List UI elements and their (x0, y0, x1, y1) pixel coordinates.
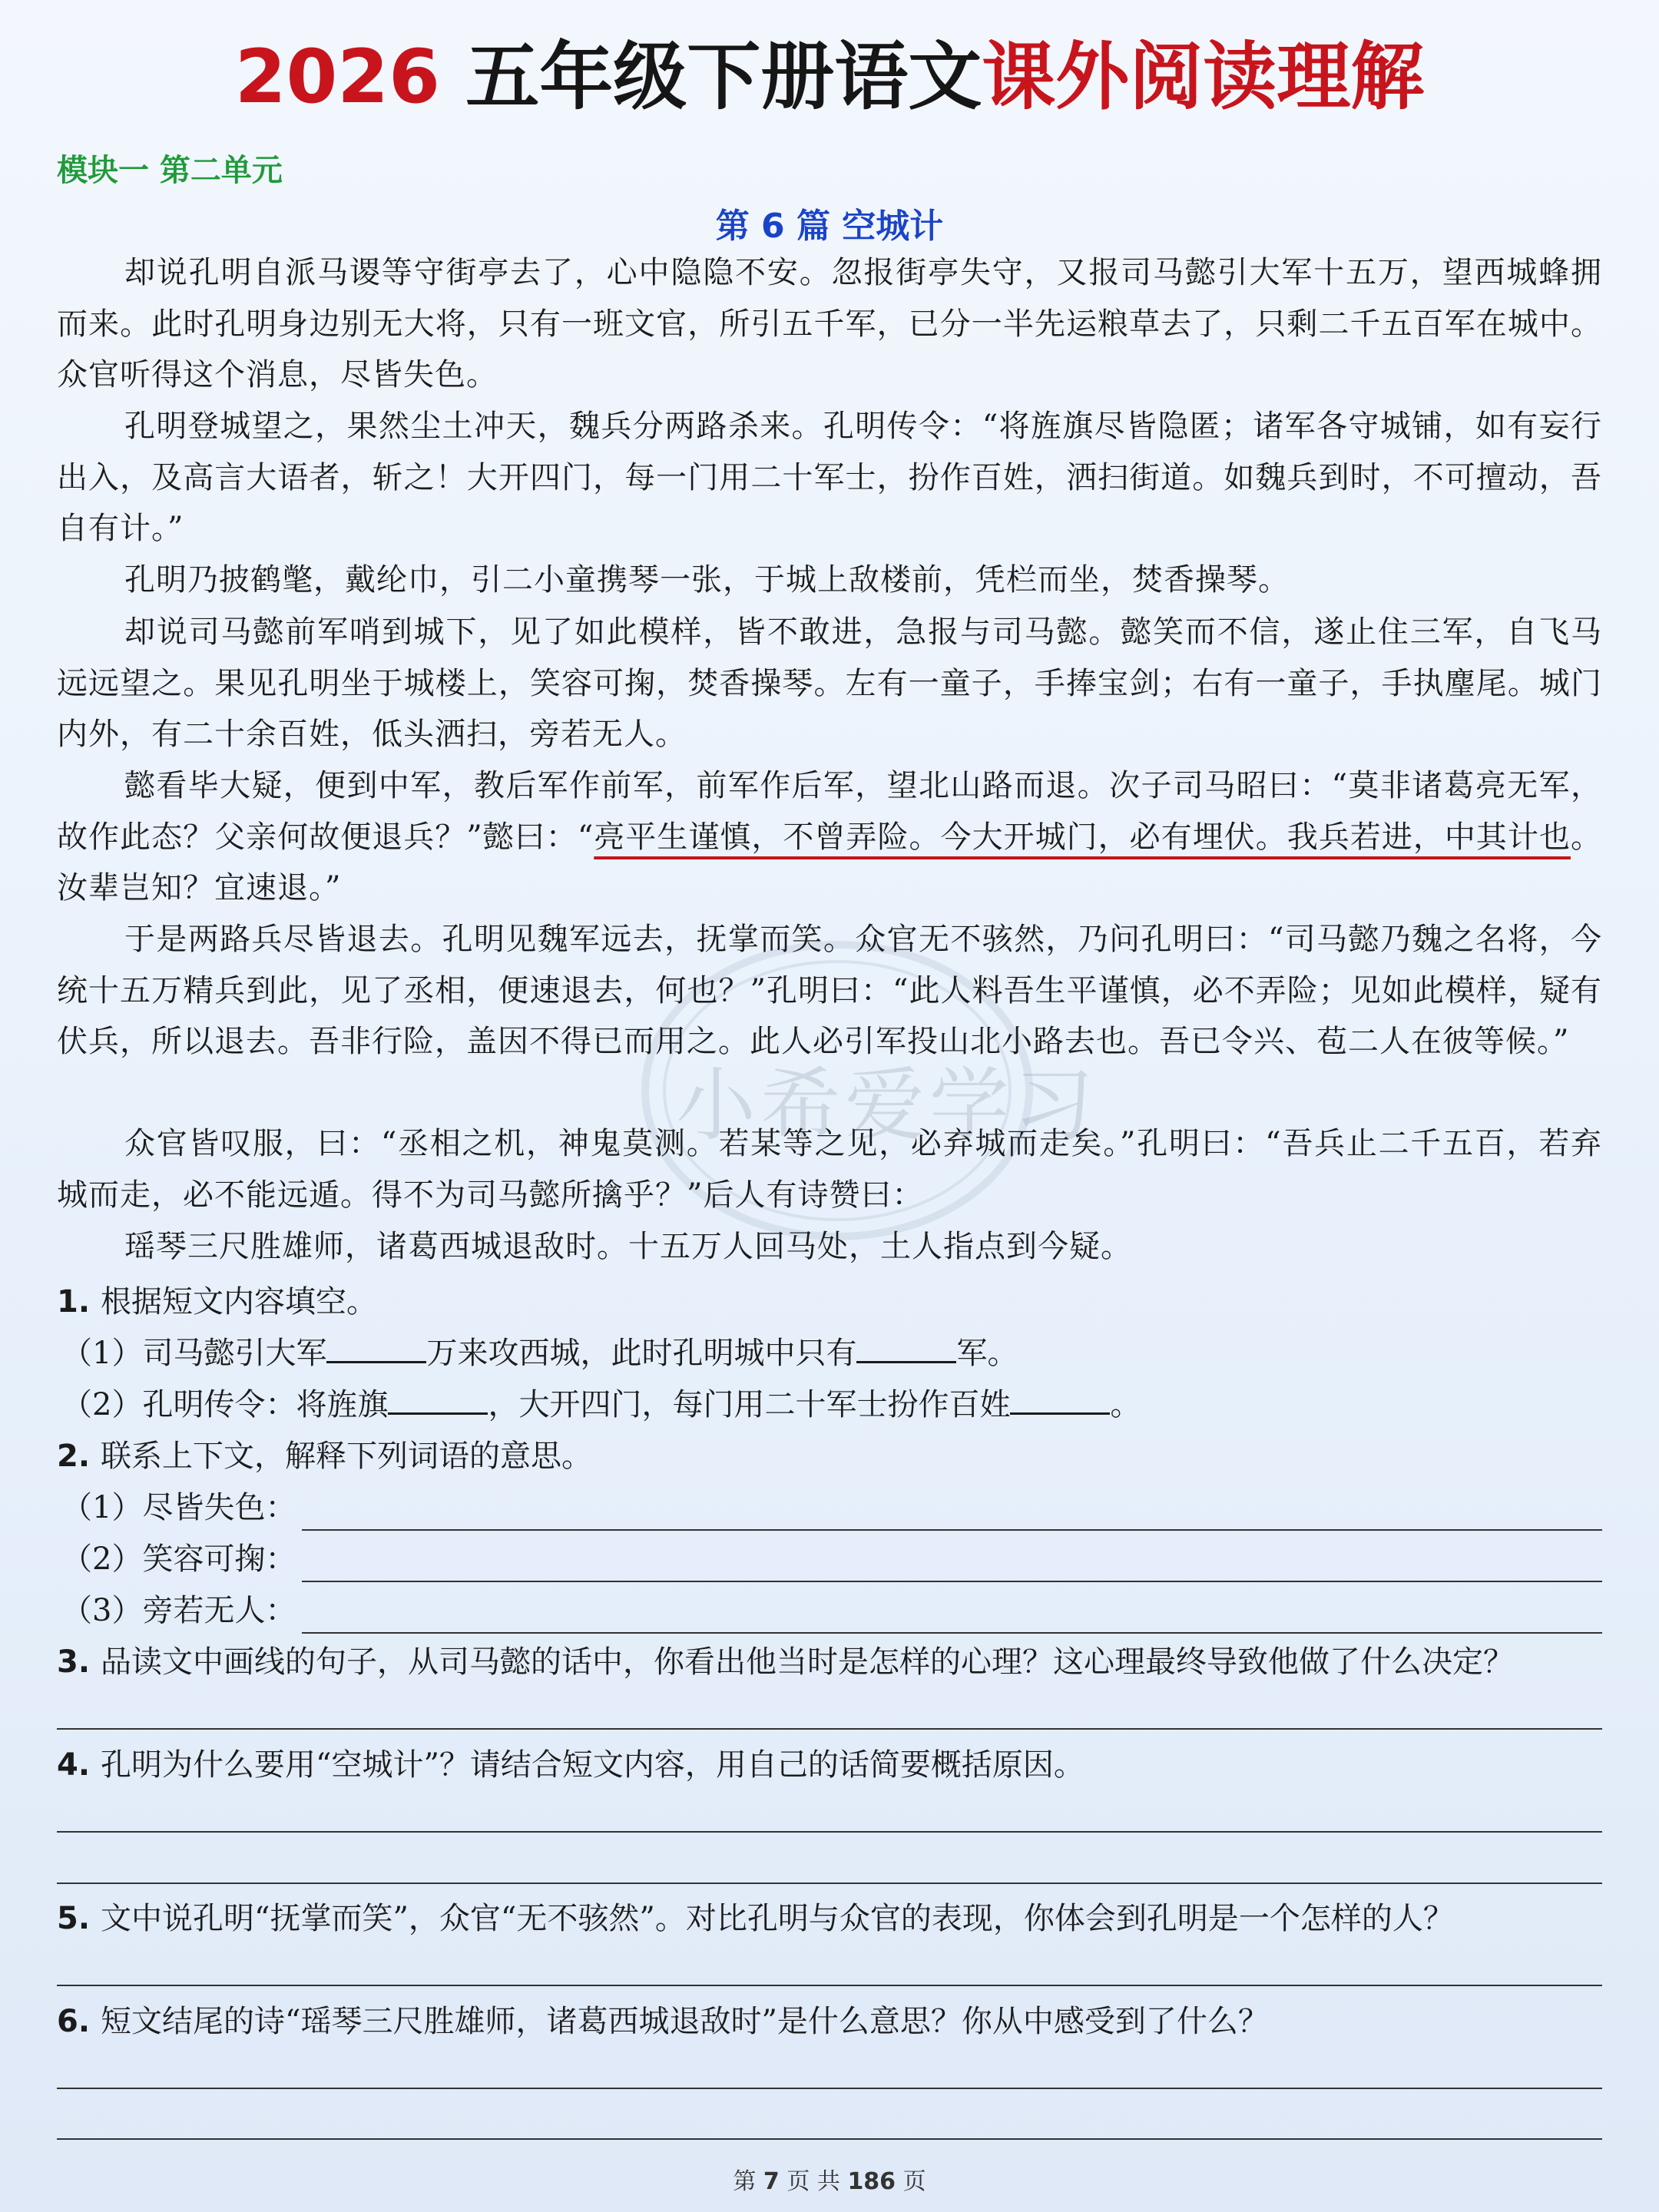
passage-paragraph-5 (57, 760, 1602, 914)
title-highlight: 课外阅读理解 (982, 34, 1425, 120)
question-text: 文中说孔明“抚掌而笑”，众官“无不骇然”。对比孔明与众官的表现，你体会到孔明是一个怎样的人？ (101, 1901, 1454, 1936)
total-page-count: 186 (847, 2168, 896, 2195)
question-2 (57, 1433, 1602, 1479)
q1-1-text-b: 万来攻西城，此时孔明城中只有 (426, 1336, 857, 1371)
fill-blank[interactable] (388, 1383, 488, 1415)
answer-line[interactable] (57, 1831, 1602, 1833)
question-text: 孔明为什么要用“空城计”？请结合短文内容，用自己的话简要概括原因。 (101, 1747, 1084, 1783)
answer-line[interactable] (57, 1883, 1602, 1884)
question-number: 1. (57, 1284, 91, 1320)
footer-prefix: 第 (733, 2168, 757, 2195)
page-title (0, 31, 1659, 123)
question-5 (57, 1896, 1602, 1942)
passage-paragraph-1: 却说孔明自派马谡等守街亭去了，心中隐隐不安。忽报街亭失守，又报司马懿引大军十五万，望西城蜂拥而来。此时孔明身边别无大将，只有一班文官，所引五千军，已分一半先运粮草去了，只剩二千五百军在城中。众官听得这个消息，尽皆失色。 (57, 255, 1602, 392)
q1-2-text-c: 。 (1110, 1387, 1141, 1422)
q1-1-text-a: （1）司马懿引大军 (61, 1336, 327, 1371)
question-1 (57, 1279, 1602, 1325)
watermark-text: 小希爱学习 (676, 1058, 1099, 1152)
answer-line[interactable] (57, 2138, 1602, 2140)
question-2-2 (61, 1536, 1602, 1582)
title-main: 五年级下册语文 (465, 34, 982, 120)
answer-line[interactable] (57, 2088, 1602, 2089)
q1-1-text-c: 军。 (956, 1336, 1018, 1371)
question-number: 3. (57, 1644, 91, 1680)
p5-text-end: 。汝辈岂知？宜速退。” (57, 819, 1602, 906)
question-2-1 (61, 1485, 1602, 1531)
answer-line[interactable] (57, 1728, 1602, 1730)
question-3 (57, 1639, 1602, 1685)
question-number: 5. (57, 1901, 91, 1936)
term-label: （3）旁若无人： (61, 1593, 296, 1628)
underlined-sentence: 亮平生谨慎，不曾弄险。今大开城门，必有埋伏。我兵若进，中其计也 (594, 819, 1571, 855)
question-1-1 (61, 1330, 1602, 1376)
q1-2-text-b: ，大开四门，每门用二十军士扮作百姓 (488, 1387, 1011, 1422)
question-text: 品读文中画线的句子，从司马懿的话中，你看出他当时是怎样的心理？这心理最终导致他做了什么决定？ (101, 1644, 1515, 1680)
p5-text-start: 懿看毕大疑，便到中军，教后军作前军，前军作后军，望北山路而退。次子司马昭曰：“莫非诸葛亮无军，故作此态？父亲何故便退兵？”懿曰：“ (57, 768, 1602, 855)
fill-blank[interactable] (856, 1332, 956, 1363)
question-text: 根据短文内容填空。 (101, 1284, 378, 1320)
passage-paragraph-3: 孔明乃披鹤氅，戴纶巾，引二小童携琴一张，于城上敌楼前，凭栏而坐，焚香操琴。 (124, 562, 1290, 598)
passage-paragraph-6: 于是两路兵尽皆退去。孔明见魏军远去，抚掌而笑。众官无不骇然，乃问孔明曰：“司马懿乃魏之名将，今统十五万精兵到此，见了丞相，便速退去，何也？”孔明曰：“此人料吾生平谨慎，必不弄险；见如此模样，疑有伏兵，所以退去。吾非行险，盖因不得已而用之。此人必引军投山北小路去也。吾已令兴、苞二人在彼等候。” (57, 922, 1602, 1059)
fill-blank[interactable] (1010, 1383, 1110, 1415)
question-6 (57, 1998, 1602, 2045)
current-page-number: 7 (763, 2168, 780, 2195)
question-2-3 (61, 1588, 1602, 1634)
question-text: 短文结尾的诗“瑶琴三尺胜雄师，诸葛西城退敌时”是什么意思？你从中感受到了什么？ (101, 2004, 1269, 2039)
term-label: （1）尽皆失色： (61, 1490, 296, 1525)
answer-line[interactable] (302, 1601, 1602, 1634)
footer-suffix: 页 (902, 2168, 926, 2195)
q1-2-text-a: （2）孔明传令：将旌旗 (61, 1387, 389, 1422)
passage-poem: 瑶琴三尺胜雄师，诸葛西城退敌时。十五万人回马处，土人指点到今疑。 (124, 1229, 1132, 1264)
fill-blank[interactable] (326, 1332, 426, 1363)
term-label: （2）笑容可掬： (61, 1541, 296, 1577)
module-label: 模块一 第二单元 (57, 153, 283, 188)
question-number: 4. (57, 1747, 91, 1783)
question-4 (57, 1742, 1602, 1788)
question-number: 2. (57, 1439, 91, 1474)
passage-paragraph-2: 孔明登城望之，果然尘土冲天，魏兵分两路杀来。孔明传令：“将旌旗尽皆隐匿；诸军各守城铺，如有妄行出入，及高言大语者，斩之！大开四门，每一门用二十军士，扮作百姓，洒扫街道。如魏兵到时，不可擅动，吾自有计。” (57, 409, 1602, 546)
question-number: 6. (57, 2004, 91, 2039)
page-footer (0, 2162, 1659, 2196)
passage-paragraph-7: 众官皆叹服，曰：“丞相之机，神鬼莫测。若某等之见，必弃城而走矣。”孔明曰：“吾兵止二千五百，若弃城而走，必不能远遁。得不为司马懿所擒乎？”后人有诗赞曰： (57, 1126, 1602, 1213)
title-year: 2026 (234, 34, 440, 120)
answer-line[interactable] (302, 1550, 1602, 1582)
question-1-2 (61, 1382, 1602, 1428)
answer-line[interactable] (57, 1985, 1602, 1986)
question-text: 联系上下文，解释下列词语的意思。 (101, 1439, 593, 1474)
footer-mid: 页 共 (786, 2168, 840, 2195)
passage-paragraph-4: 却说司马懿前军哨到城下，见了如此模样，皆不敢进，急报与司马懿。懿笑而不信，遂止住三军，自飞马远远望之。果见孔明坐于城楼上，笑容可掬，焚香操琴。左有一童子，手捧宝剑；右有一童子，手执麈尾。城门内外，有二十余百姓，低头洒扫，旁若无人。 (57, 614, 1602, 752)
article-title: 第 6 篇 空城计 (715, 207, 944, 246)
answer-line[interactable] (302, 1498, 1602, 1531)
